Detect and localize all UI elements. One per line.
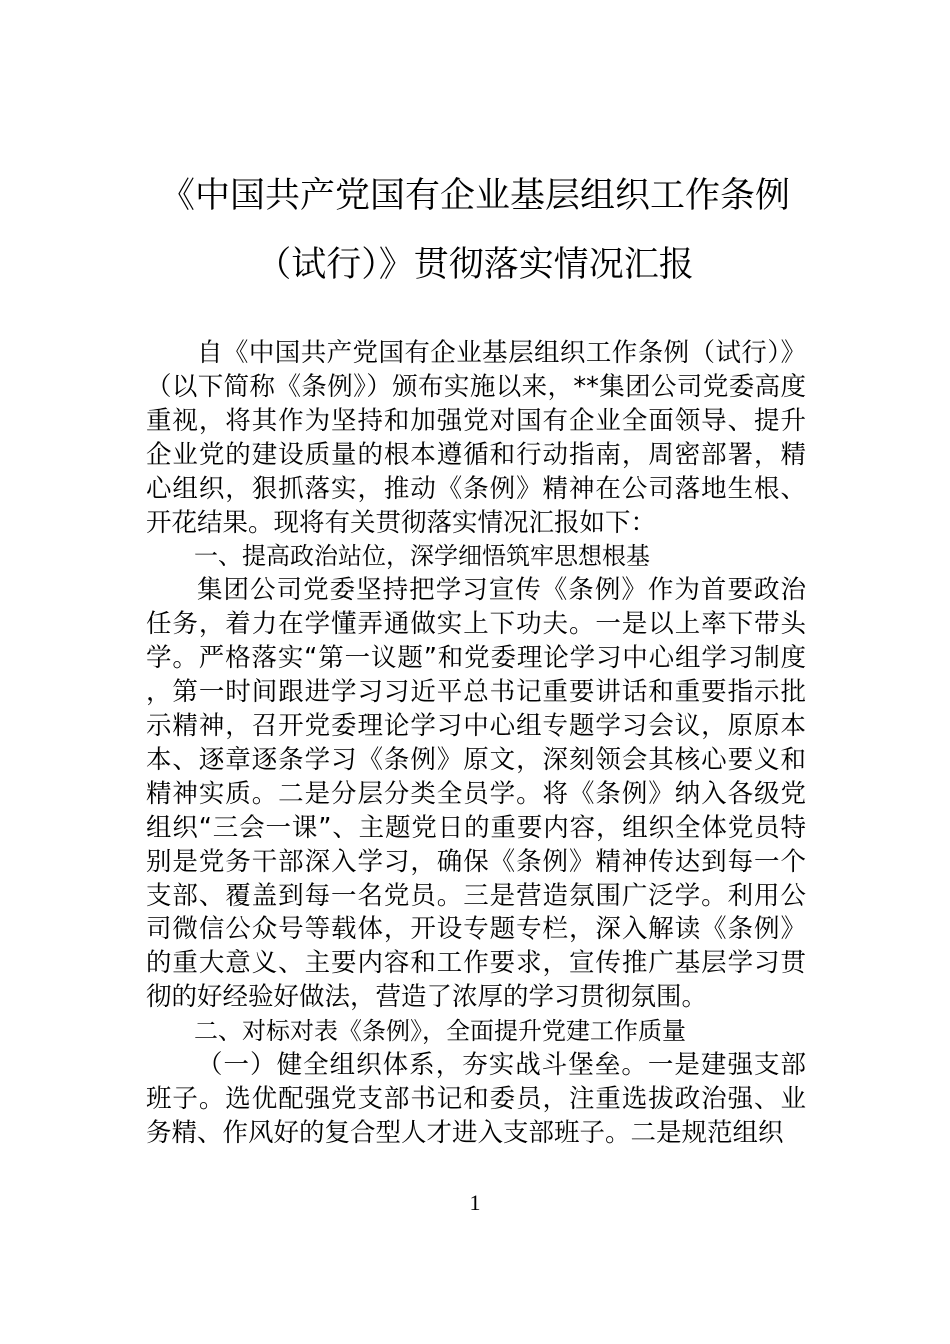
section-1-heading: 一、提高政治站位，深学细悟筑牢思想根基 [194, 542, 650, 571]
intro-paragraph: 自《中国共产党国有企业基层组织工作条例（试行）》（以下简称《条例》）颁布实施以来，**集团公司党委高度重视，将其作为坚持和加强党对国有企业全面领导、提升企业党的建设质量的根本遵循和行动指南，周密部署，精心组织，狠抓落实，推动《条例》精神在公司落地生根、开花结果。现将有关贯彻落实情况汇报如下： [146, 338, 806, 538]
section-1-paragraph: 集团公司党委坚持把学习宣传《条例》作为首要政治任务，着力在学懂弄通做实上下功夫。一是以上率下带头学。严格落实“第一议题”和党委理论学习中心组学习制度，第一时间跟进学习习近平总书记重要讲话和重要指示批示精神，召开党委理论学习中心组专题学习会议，原原本本、逐章逐条学习《条例》原文，深刻领会其核心要义和精神实质。二是分层分类全员学。将《条例》纳入各级党组织“三会一课”、主题党日的重要内容，组织全体党员特别是党务干部深入学习，确保《条例》精神传达到每一个支部、覆盖到每一名党员。三是营造氛围广泛学。利用公司微信公众号等载体，开设专题专栏，深入解读《条例》的重大意义、主要内容和工作要求，宣传推广基层学习贯彻的好经验好做法，营造了浓厚的学习贯彻氛围。 [146, 575, 806, 1013]
document-title-line-1: 《中国共产党国有企业基层组织工作条例 [159, 176, 790, 216]
section-2-heading: 二、对标对表《条例》，全面提升党建工作质量 [194, 1017, 686, 1046]
document-body [146, 337, 806, 1151]
document-title-line-2: （试行）》贯彻落实情况汇报 [256, 245, 694, 285]
page-number: 1 [469, 1190, 481, 1215]
section-2-subsection-1-paragraph: （一）健全组织体系，夯实战斗堡垒。一是建强支部班子。选优配强党支部书记和委员，注重选拔政治强、业务精、作风好的复合型人才进入支部班子。二是规范组织 [146, 1050, 806, 1148]
